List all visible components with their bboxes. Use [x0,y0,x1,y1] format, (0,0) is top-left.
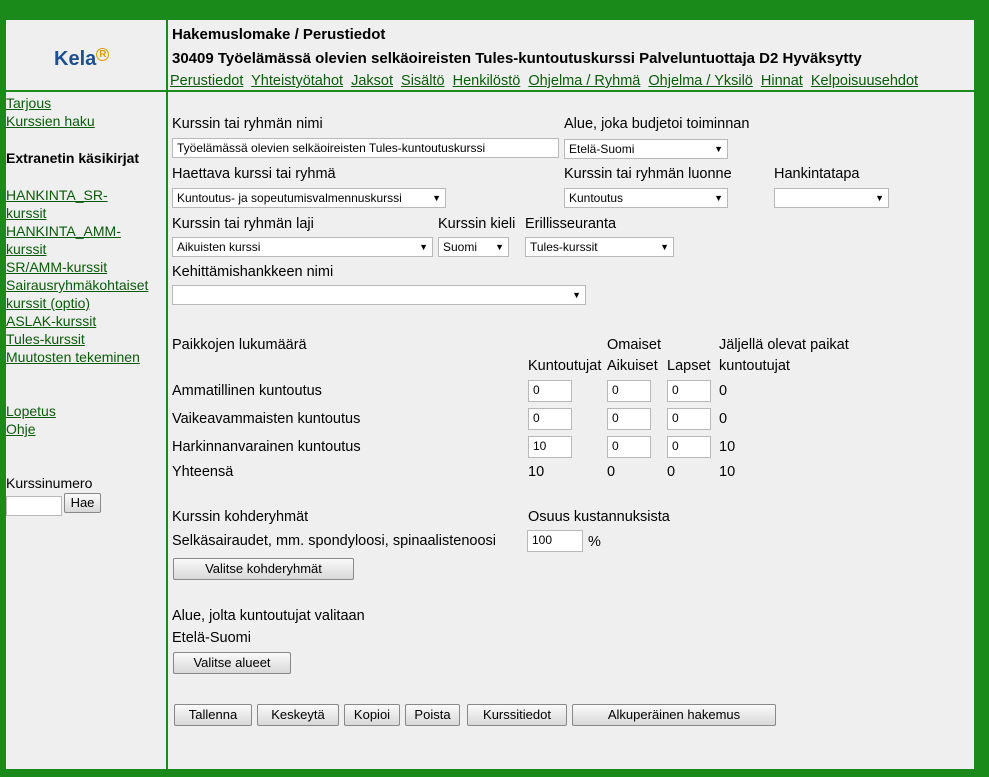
sidebar-link-lopetus[interactable]: Lopetus [6,403,56,419]
col-remaining: Jäljellä olevat paikat [719,337,849,353]
search-button[interactable]: Hae [64,493,101,513]
sidebar-link-tules[interactable]: Tules-kurssit [6,331,85,347]
cost-share-input[interactable]: 100 [527,530,583,552]
row-harkinnanvarainen-remaining: 10 [719,439,736,455]
course-nature-value: Kuntoutus [569,191,624,205]
total-remaining: 10 [719,464,736,480]
language-value: Suomi [443,240,478,254]
course-nature-select[interactable] [564,188,728,208]
sidebar-link-tarjous[interactable]: Tarjous [6,95,52,111]
sidebar-link-ohje[interactable]: Ohje [6,421,36,437]
course-number-label: Kurssinumero [6,475,93,491]
tab-yhteistyotahot[interactable]: Yhteistyötahot [251,73,344,89]
applied-course-value: Kuntoutus- ja sopeutumisvalmennuskurssi [177,191,402,205]
tab-henkilosto[interactable]: Henkilöstö [452,73,521,89]
row-harkinnanvarainen-lapset-input[interactable]: 0 [667,436,711,458]
row-vaikeavammaisten-lapset-input[interactable]: 0 [667,408,711,430]
project-name-select[interactable] [172,285,586,305]
language-label: Kurssin kieli [438,216,516,232]
row-ammatillinen-remaining: 0 [719,383,728,399]
row-harkinnanvarainen-kuntoutujat-input[interactable]: 10 [528,436,572,458]
dropdown-arrow-icon: ▼ [660,242,669,252]
col-aikuiset: Aikuiset [607,358,658,374]
row-vaikeavammaisten-kuntoutujat-input[interactable]: 0 [528,408,572,430]
course-type-select[interactable] [172,237,433,257]
select-target-groups-button[interactable]: Valitse kohderyhmät [173,558,354,580]
sidebar-heading: Extranetin käsikirjat [6,150,140,166]
dropdown-arrow-icon: ▼ [714,193,723,203]
tab-ohjelma-yksilo[interactable]: Ohjelma / Yksilö [648,73,753,89]
course-number-input[interactable] [6,496,62,516]
course-nature-label: Kurssin tai ryhmän luonne [564,166,732,182]
kela-logo [54,48,109,71]
areas-title: Alue, jolta kuntoutujat valitaan [172,608,365,624]
page-title: Hakemuslomake / Perustiedot [172,26,386,43]
applied-course-select[interactable] [172,188,446,208]
row-vaikeavammaisten-aikuiset-input[interactable]: 0 [607,408,651,430]
original-application-button[interactable]: Alkuperäinen hakemus [572,704,776,726]
procurement-select[interactable] [774,188,889,208]
course-info-button[interactable]: Kurssitiedot [467,704,567,726]
dropdown-arrow-icon: ▼ [419,242,428,252]
sidebar-link-muutosten-tekeminen[interactable]: Muutosten tekeminen [6,349,140,365]
dropdown-arrow-icon: ▼ [572,290,581,300]
save-button[interactable]: Tallenna [174,704,252,726]
sidebar-link-kurssien-haku[interactable]: Kurssien haku [6,113,95,129]
dropdown-arrow-icon: ▼ [432,193,441,203]
delete-button[interactable]: Poista [405,704,460,726]
select-areas-button[interactable]: Valitse alueet [173,652,291,674]
tab-perustiedot[interactable]: Perustiedot [170,73,244,89]
cost-share-label: Osuus kustannuksista [528,509,670,525]
budget-area-select[interactable] [564,139,728,159]
budget-area-value: Etelä-Suomi [569,142,635,156]
row-ammatillinen-lapset-input[interactable]: 0 [667,380,711,402]
row-vaikeavammaisten-remaining: 0 [719,411,728,427]
row-ammatillinen-aikuiset-input[interactable]: 0 [607,380,651,402]
areas-value: Etelä-Suomi [172,630,251,646]
language-select[interactable] [438,237,509,257]
row-ammatillinen-kuntoutujat-input[interactable]: 0 [528,380,572,402]
row-vaikeavammaisten-label: Vaikeavammaisten kuntoutus [172,411,361,427]
row-ammatillinen-label: Ammatillinen kuntoutus [172,383,322,399]
tab-bar [170,73,922,89]
header-divider [6,90,974,92]
sidebar-link-sr-amm[interactable]: SR/AMM-kurssit [6,259,108,275]
percent-sign: % [588,534,601,550]
dropdown-arrow-icon: ▼ [495,242,504,252]
course-type-value: Aikuisten kurssi [177,240,261,254]
project-name-label: Kehittämishankkeen nimi [172,264,334,280]
course-name-label: Kurssin tai ryhmän nimi [172,116,323,132]
places-title: Paikkojen lukumäärä [172,337,307,353]
course-header-line: 30409 Työelämässä olevien selkäoireisten Tules-kuntoutuskurssi Palveluntuottaja D2 Hyväksytty [172,50,862,67]
page-content [6,20,974,769]
budget-area-label: Alue, joka budjetoi toiminnan [564,116,750,132]
tab-sisalto[interactable]: Sisältö [401,73,445,89]
sidebar-link-hankinta-sr[interactable]: HANKINTA_SR-kurssit [6,187,108,221]
sidebar-link-sairausryhmakohtaiset[interactable]: Sairausryhmäkohtaiset kurssit (optio) [6,277,149,311]
logo-text: Kela [54,48,97,70]
separate-tracking-label: Erillisseuranta [525,216,617,232]
separate-tracking-value: Tules-kurssit [530,240,598,254]
col-lapset: Lapset [667,358,711,374]
tab-kelpoisuusehdot[interactable]: Kelpoisuusehdot [810,73,919,89]
tab-ohjelma-ryhma[interactable]: Ohjelma / Ryhmä [528,73,641,89]
total-kuntoutujat: 10 [528,464,545,480]
cancel-button[interactable]: Keskeytä [257,704,339,726]
course-name-input[interactable]: Työelämässä olevien selkäoireisten Tules-kuntoutuskurssi [172,138,559,158]
tab-hinnat[interactable]: Hinnat [760,73,803,89]
registered-mark-icon: R [96,48,109,61]
col-remaining-sub: kuntoutujat [719,358,790,374]
sidebar-link-aslak[interactable]: ASLAK-kurssit [6,313,97,329]
target-groups-title: Kurssin kohderyhmät [172,509,309,525]
row-harkinnanvarainen-aikuiset-input[interactable]: 0 [607,436,651,458]
procurement-label: Hankintatapa [774,166,860,182]
dropdown-arrow-icon: ▼ [714,144,723,154]
sidebar-link-hankinta-amm[interactable]: HANKINTA_AMM-kurssit [6,223,121,257]
col-omaiset: Omaiset [607,337,661,353]
total-label: Yhteensä [172,464,234,480]
target-group-name: Selkäsairaudet, mm. spondyloosi, spinaalistenoosi [172,533,497,549]
course-type-label: Kurssin tai ryhmän laji [172,216,314,232]
total-aikuiset: 0 [607,464,616,480]
sidebar-divider [166,20,168,769]
total-lapset: 0 [667,464,676,480]
applied-course-label: Haettava kurssi tai ryhmä [172,166,336,182]
copy-button[interactable]: Kopioi [344,704,400,726]
tab-jaksot[interactable]: Jaksot [351,73,393,89]
dropdown-arrow-icon: ▼ [875,193,884,203]
row-harkinnanvarainen-label: Harkinnanvarainen kuntoutus [172,439,361,455]
col-kuntoutujat: Kuntoutujat [528,358,602,374]
separate-tracking-select[interactable] [525,237,674,257]
